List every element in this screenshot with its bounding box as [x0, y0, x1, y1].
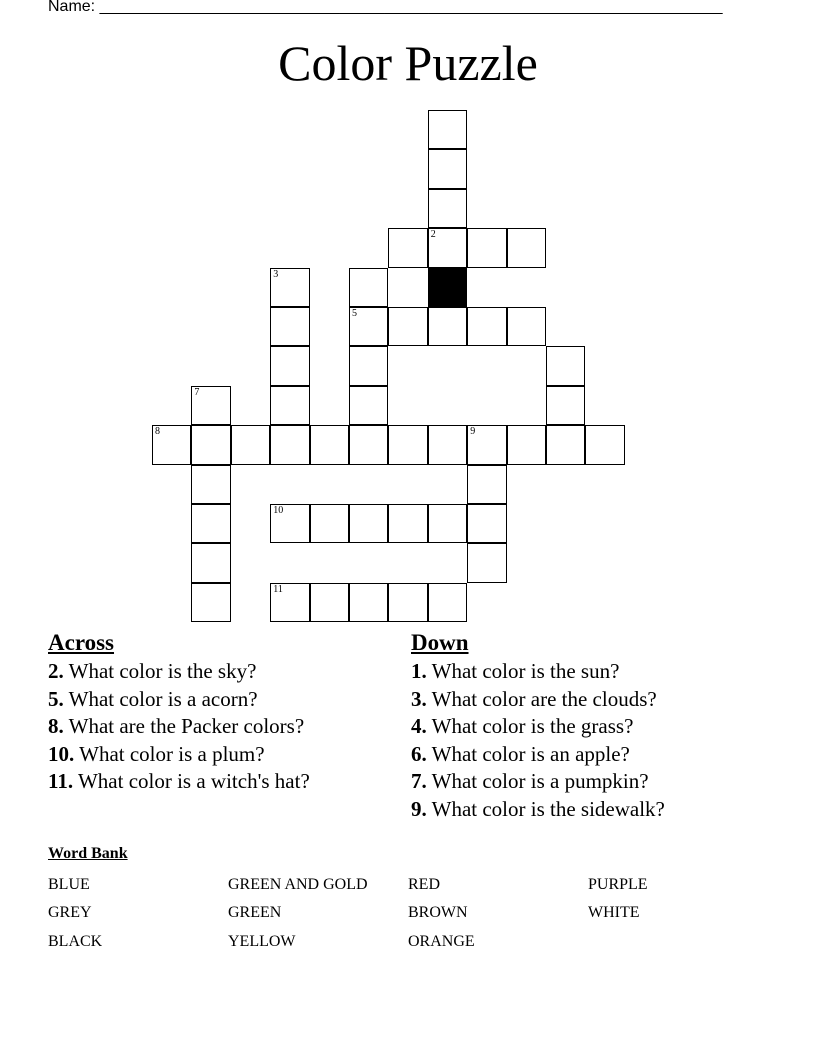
across-heading: Across: [48, 630, 115, 655]
crossword-cell[interactable]: [270, 346, 309, 385]
crossword-cell[interactable]: [349, 346, 388, 385]
crossword-cell[interactable]: [310, 583, 349, 622]
down-clue: 4. What color is the grass?: [411, 714, 634, 738]
crossword-cell[interactable]: [467, 425, 506, 464]
across-clue: 2. What color is the sky?: [48, 659, 257, 683]
crossword-cell[interactable]: [428, 110, 467, 149]
across-clue: 11. What color is a witch's hat?: [48, 769, 310, 793]
down-clue: 1. What color is the sun?: [411, 659, 620, 683]
crossword-cell[interactable]: [388, 504, 427, 543]
crossword-cell[interactable]: [349, 307, 388, 346]
crossword-cell[interactable]: [191, 386, 230, 425]
crossword-cell[interactable]: [152, 425, 191, 464]
crossword-cell[interactable]: [191, 465, 230, 504]
crossword-cell[interactable]: [428, 189, 467, 228]
crossword-cell[interactable]: [428, 583, 467, 622]
word-bank-word: GREY: [48, 904, 92, 921]
word-bank-word: ORANGE: [408, 933, 475, 950]
across-clues: [48, 628, 310, 796]
name-field-line: Name: ______________________________________________________________________: [48, 0, 723, 15]
down-clue: 3. What color are the clouds?: [411, 686, 657, 711]
crossword-cell[interactable]: [467, 543, 506, 582]
word-bank-word: GREEN: [228, 904, 282, 921]
crossword-cell[interactable]: [270, 307, 309, 346]
page-title: Color Puzzle: [278, 35, 538, 91]
word-bank-word: YELLOW: [228, 933, 296, 950]
word-bank-word: RED: [408, 876, 440, 893]
across-clue: 5. What color is a acorn?: [48, 686, 258, 711]
crossword-cell[interactable]: [349, 268, 388, 307]
crossword-cell[interactable]: [507, 425, 546, 464]
down-clue: 9. What color is the sidewalk?: [411, 796, 665, 821]
clue-number: 9: [470, 426, 476, 438]
crossword-cell[interactable]: [270, 504, 309, 543]
word-bank-word: BROWN: [408, 904, 468, 921]
clue-number: 3: [273, 268, 279, 280]
down-heading: Down: [411, 630, 469, 655]
crossword-cell[interactable]: [388, 583, 427, 622]
crossword-cell[interactable]: [270, 425, 309, 464]
crossword-cell[interactable]: [507, 307, 546, 346]
crossword-cell[interactable]: [428, 504, 467, 543]
crossword-cell[interactable]: [546, 346, 585, 385]
crossword-cell[interactable]: [585, 425, 624, 464]
crossword-cell[interactable]: [270, 583, 309, 622]
crossword-cell[interactable]: [349, 504, 388, 543]
crossword-cell[interactable]: [270, 386, 309, 425]
across-clue: 8. What are the Packer colors?: [48, 714, 305, 738]
crossword-cell[interactable]: [428, 425, 467, 464]
crossword-cell[interactable]: [546, 425, 585, 464]
crossword-cell[interactable]: [428, 228, 467, 267]
crossword-cell[interactable]: [191, 543, 230, 582]
clue-number: 2: [430, 229, 436, 241]
crossword-cell[interactable]: [467, 465, 506, 504]
crossword-cell[interactable]: [270, 268, 309, 307]
word-bank-word: GREEN AND GOLD: [228, 876, 368, 893]
down-clue: 6. What color is an apple?: [411, 741, 630, 766]
crossword-cell[interactable]: [349, 583, 388, 622]
crossword-cell[interactable]: [388, 425, 427, 464]
crossword-cell[interactable]: [428, 149, 467, 188]
crossword-black-cell: [428, 268, 467, 307]
clue-number: 7: [194, 386, 200, 398]
word-bank-title: Word Bank: [48, 845, 128, 862]
down-clue: 7. What color is a pumpkin?: [411, 769, 649, 793]
clue-number: 8: [155, 426, 160, 438]
across-clue: 10. What color is a plum?: [48, 741, 265, 766]
crossword-cell[interactable]: [467, 504, 506, 543]
clue-number: 5: [352, 308, 357, 319]
crossword-cell[interactable]: [388, 228, 427, 267]
word-bank-word: PURPLE: [588, 876, 648, 893]
word-bank-word: BLACK: [48, 933, 103, 950]
crossword-cell[interactable]: [349, 425, 388, 464]
crossword-cell[interactable]: [428, 307, 467, 346]
down-clues: [411, 628, 665, 823]
crossword-cell[interactable]: [467, 307, 506, 346]
word-bank-word: BLUE: [48, 876, 90, 893]
crossword-cell[interactable]: [191, 425, 230, 464]
crossword-cell[interactable]: [191, 583, 230, 622]
word-bank-word: WHITE: [588, 904, 640, 921]
crossword-cell[interactable]: [546, 386, 585, 425]
crossword-cell[interactable]: [467, 228, 506, 267]
crossword-cell[interactable]: [310, 504, 349, 543]
crossword-cell[interactable]: [231, 425, 270, 464]
crossword-cell[interactable]: [191, 504, 230, 543]
clue-number: 11: [273, 583, 283, 595]
clue-number: 10: [273, 505, 284, 516]
crossword-cell[interactable]: [310, 425, 349, 464]
crossword-cell[interactable]: [349, 386, 388, 425]
crossword-cell[interactable]: [507, 228, 546, 267]
crossword-cell[interactable]: [388, 307, 427, 346]
